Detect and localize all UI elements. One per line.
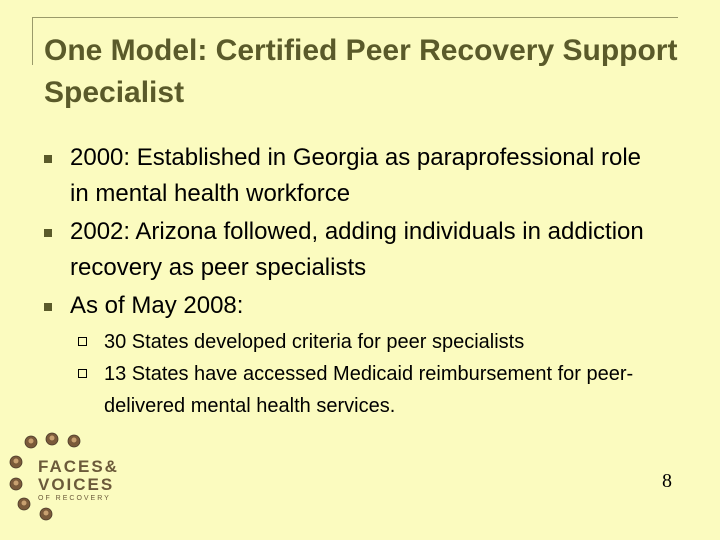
hollow-square-bullet-icon (78, 337, 87, 346)
bullet-list (44, 140, 664, 422)
square-bullet-icon (44, 229, 52, 237)
sub-bullet-item (78, 326, 664, 358)
frame-left-rule (32, 17, 33, 65)
bullet-item (44, 214, 664, 286)
page-number: 8 (662, 470, 672, 492)
bullet-text: As of May 2008: (70, 292, 244, 319)
sub-bullet-text: 13 States have accessed Medicaid reimbursement for peer-delivered mental health services. (104, 363, 634, 417)
logo-line-recovery: OF RECOVERY (38, 495, 111, 502)
sub-bullet-text: 30 States developed criteria for peer specialists (104, 331, 525, 353)
square-bullet-icon (44, 155, 52, 163)
bullet-text: 2002: Arizona followed, adding individuals in addiction recovery as peer specialists (70, 218, 644, 281)
slide-title: One Model: Certified Peer Recovery Support Specialist (44, 34, 678, 109)
square-bullet-icon (44, 303, 52, 311)
faces-voices-logo (4, 432, 124, 522)
bullet-item (44, 140, 664, 212)
hollow-square-bullet-icon (78, 369, 87, 378)
bullet-text: 2000: Established in Georgia as paraprofessional role in mental health workforce (70, 144, 642, 207)
logo-line-voices: VOICES (38, 475, 115, 494)
logo-text (38, 458, 119, 504)
logo-line-faces: FACES& (38, 457, 119, 476)
sub-bullet-item (78, 358, 664, 422)
bullet-item (44, 288, 664, 324)
frame-top-rule (32, 17, 678, 18)
sub-bullet-list (44, 326, 664, 422)
